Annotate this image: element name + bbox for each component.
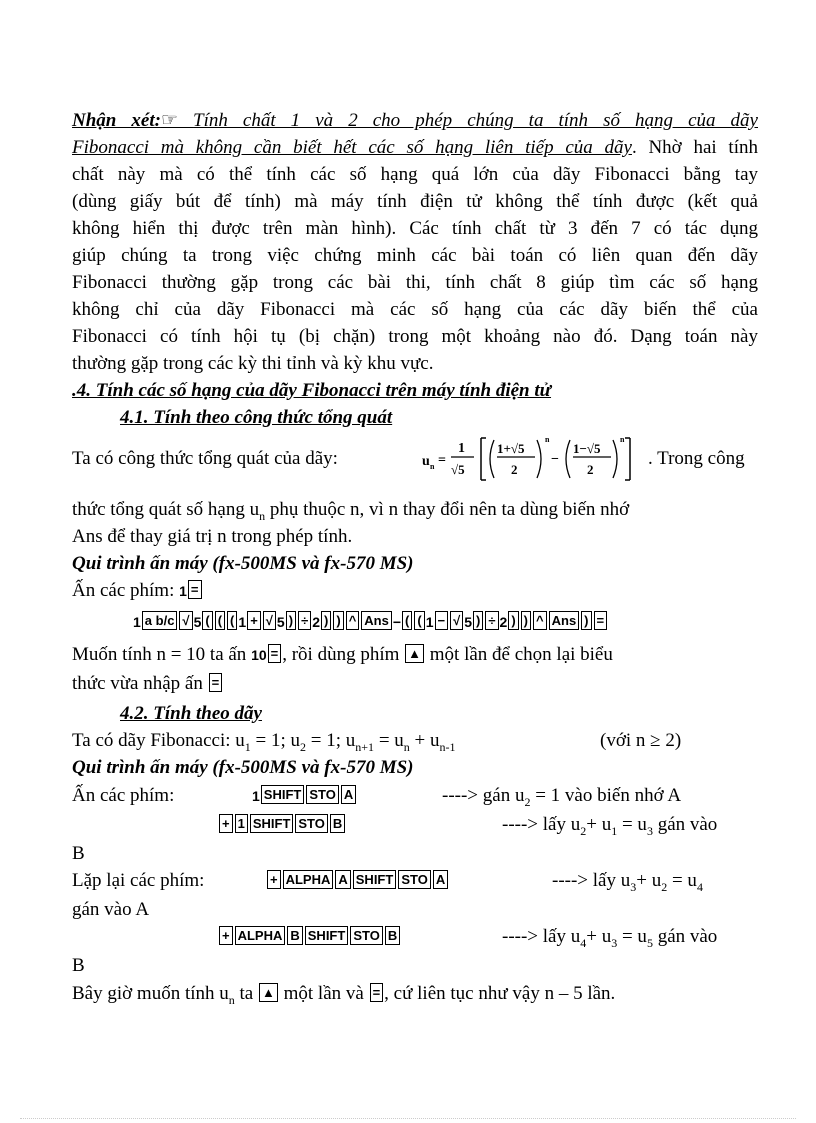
seq-sub-3: n+1 (355, 739, 375, 754)
step-2-sub-2: 1 (611, 823, 618, 838)
step-2-sub-3: 3 (646, 823, 653, 838)
step-1-note-b: = 1 vào biến nhớ A (530, 785, 682, 806)
step-3-note-a: ----> lấy u (552, 870, 631, 891)
final-text-d: , cứ liên tục như vậy n – 5 lần. (384, 983, 616, 1004)
key-divide[interactable]: ÷ (485, 611, 498, 630)
key-a[interactable]: A (335, 870, 350, 889)
remark-line-5: không hiển thị được trên màn hình). Các tính chất từ 3 đến 7 có tác dụng (72, 218, 758, 239)
seq-condition: (với n ≥ 2) (600, 730, 682, 751)
n10-line-2 (72, 670, 758, 697)
procedure-heading-2: Qui trình ấn máy (fx-500MS và fx-570 MS) (72, 757, 414, 778)
remark-line-4: (dùng giấy bút để tính) mà máy tính điện tử không thể tính được (kết quả (72, 191, 758, 212)
key-equals[interactable]: = (188, 580, 202, 599)
key-seq-2b: 2 (499, 614, 508, 630)
key-shift[interactable]: SHIFT (353, 870, 397, 889)
step-2-sub-1: 2 (580, 823, 587, 838)
remark-line-6: giúp chúng ta trong việc chứng minh các bài toán có liên quan đến dãy (72, 245, 758, 266)
key-seq-5c: 5 (464, 614, 473, 630)
key-close-paren[interactable]: ) (321, 611, 331, 630)
step-4-tail: B (72, 955, 85, 976)
key-alpha[interactable]: ALPHA (283, 870, 334, 889)
key-shift[interactable]: SHIFT (305, 926, 349, 945)
formula-one: 1 (458, 441, 465, 456)
n10-line-1 (72, 641, 758, 669)
remark-line-9: Fibonacci có tính hội tụ (bị chặn) trong một khoảng nào đó. Dạng toán này (72, 326, 758, 347)
step-row-3 (72, 867, 758, 894)
key-close-paren[interactable]: ) (508, 611, 518, 630)
key-up-arrow[interactable]: ▲ (405, 644, 424, 663)
key-a[interactable]: A (341, 785, 356, 804)
key-plus[interactable]: + (247, 611, 261, 630)
press-keys-label-2: Ấn các phím: (72, 785, 175, 806)
remark-line-2 (72, 134, 758, 161)
key-b[interactable]: B (287, 926, 302, 945)
step-2-text-2: = u (617, 814, 647, 835)
remark-line-8: không chỉ của dãy Fibonacci mà các số hạng của các dãy biến thể của (72, 299, 758, 320)
key-power[interactable]: ^ (346, 611, 360, 630)
step-2-text-3: gán vào (652, 814, 718, 835)
key-seq-1c: 1 (425, 614, 434, 630)
final-text-b: ta (234, 983, 254, 1004)
key-power[interactable]: ^ (533, 611, 547, 630)
key-one[interactable]: 1 (235, 814, 248, 833)
section-heading: .4. Tính các số hạng của dãy Fibonacci trên máy tính điện tử (72, 380, 552, 401)
key-open-paren[interactable]: ( (215, 611, 225, 630)
remark-italic-2: Fibonacci mà không cần biết hết các số hạng liên tiếp của dãy (72, 137, 632, 158)
hand-pointer-icon: ☞ (160, 110, 194, 131)
step-3-sub-2: 2 (661, 879, 668, 894)
key-sequence (133, 610, 608, 634)
key-seq-2: 2 (312, 614, 320, 630)
key-shift[interactable]: SHIFT (261, 785, 305, 804)
step-3-keys (266, 867, 449, 894)
step-4-text-2: = u (617, 926, 647, 947)
seq-sub-4: n (403, 739, 410, 754)
formula-num1: 1+√5 (497, 441, 525, 456)
remark-line-3: chất này mà có thể tính các số hạng quá lớn của dãy Fibonacci bằng tay (72, 164, 758, 185)
key-plus[interactable]: + (219, 814, 233, 833)
remark-line-10: thường gặp trong các kỳ thi tỉnh và kỳ khu vực. (72, 353, 434, 374)
formula-lhs: u (422, 454, 430, 469)
step-1-note-sub: 2 (524, 794, 531, 809)
n10-text-a: Muốn tính n = 10 ta ấn (72, 644, 247, 665)
seq-sub-1: 1 (244, 739, 251, 754)
procedure-heading-1: Qui trình ấn máy (fx-500MS và fx-570 MS) (72, 553, 414, 574)
key-close-paren[interactable]: ) (286, 611, 296, 630)
step-4-sub-3: 5 (646, 935, 653, 950)
formula-exp1: n (545, 435, 550, 444)
general-formula (418, 432, 648, 486)
step-2-keys (218, 811, 346, 838)
seq-sub-2: 2 (300, 739, 307, 754)
seq-intro: Ta có dãy Fibonacci: u (72, 730, 245, 751)
key-shift[interactable]: SHIFT (250, 814, 294, 833)
subsection-heading-4-2: 4.2. Tính theo dãy (120, 703, 262, 724)
seq-text-3: = u (374, 730, 404, 751)
n10-text-d: thức vừa nhập ấn (72, 673, 203, 694)
key-seq-1b: 1 (238, 614, 247, 630)
key-sqrt[interactable]: √ (179, 611, 192, 630)
formula-sqrt5: √5 (451, 462, 465, 477)
step-3-sub-3: 4 (696, 879, 703, 894)
key-ten-text: 10 (251, 647, 267, 663)
step-4-text-1: + u (586, 926, 612, 947)
step-3-text-1: + u (636, 870, 662, 891)
step-row-1 (72, 782, 758, 809)
formula-desc-a: thức tổng quát số hạng u (72, 499, 260, 520)
step-4-sub-2: 3 (611, 935, 618, 950)
formula-lhs-sub: n (430, 462, 435, 471)
formula-desc-sub: n (259, 508, 266, 523)
key-b[interactable]: B (330, 814, 345, 833)
step-4-text-3: gán vào (652, 926, 718, 947)
key-ans[interactable]: Ans (549, 611, 580, 630)
key-open-paren[interactable]: ( (402, 611, 412, 630)
step-4-keys (218, 923, 401, 950)
key-alpha[interactable]: ALPHA (235, 926, 286, 945)
final-sub: n (228, 992, 235, 1007)
key-open-paren[interactable]: ( (202, 611, 212, 630)
remark-rest-2: . Nhờ hai tính (631, 137, 758, 158)
key-plus[interactable]: + (219, 926, 233, 945)
key-seq-5: 5 (193, 614, 202, 630)
key-close-paren[interactable]: ) (333, 611, 343, 630)
press-keys-line (72, 577, 758, 605)
final-text-c: một lần và (283, 983, 364, 1004)
key-up-arrow[interactable]: ▲ (259, 983, 278, 1002)
key-seq-1: 1 (133, 614, 141, 630)
final-line (72, 980, 758, 1014)
remark-label: Nhận xét: (72, 110, 161, 131)
key-abc[interactable]: a b/c (142, 611, 178, 630)
n10-text-b: , rồi dùng phím (282, 644, 400, 665)
key-one-text: 1 (179, 583, 187, 599)
formula-intro: Ta có công thức tổng quát của dãy: (72, 448, 338, 469)
step-3-sub-1: 3 (630, 879, 637, 894)
key-equals[interactable]: = (370, 983, 384, 1002)
key-b[interactable]: B (385, 926, 400, 945)
key-close-paren[interactable]: ) (473, 611, 483, 630)
step-2-tail: B (72, 843, 85, 864)
page-bottom-divider (20, 1118, 796, 1119)
seq-text-1: = 1; u (250, 730, 301, 751)
formula-line (72, 432, 758, 486)
key-sto[interactable]: STO (295, 814, 328, 833)
formula-den1: 2 (511, 462, 518, 477)
step-4-note-a: ----> lấy u (502, 926, 581, 947)
remark-line-7: Fibonacci thường gặp trong các bài thi, tính chất 8 giúp tìm các số hạng (72, 272, 758, 293)
step-1-note-a: ----> gán u (442, 785, 525, 806)
step-4-sub-1: 4 (580, 935, 587, 950)
n10-text-c: một lần để chọn lại biểu (429, 644, 613, 665)
seq-sub-5: n-1 (439, 739, 456, 754)
remark-line-1 (72, 107, 758, 134)
key-ans[interactable]: Ans (361, 611, 392, 630)
key-open-paren[interactable]: ( (414, 611, 424, 630)
formula-minus: − (551, 452, 559, 467)
remark-italic-1: Tính chất 1 và 2 cho phép chúng ta tính số hạng của dãy (193, 110, 758, 131)
key-close-paren[interactable]: ) (581, 611, 591, 630)
step-3-text-2: = u (667, 870, 697, 891)
subsection-heading-4-1: 4.1. Tính theo công thức tổng quát (120, 407, 393, 428)
key-divide[interactable]: ÷ (298, 611, 311, 630)
step-3-tail: gán vào A (72, 899, 150, 920)
step-2-text-1: + u (586, 814, 612, 835)
step-2-note-a: ----> lấy u (502, 814, 581, 835)
formula-exp2: n (620, 435, 625, 444)
key-sqrt[interactable]: √ (263, 611, 276, 630)
formula-num2: 1−√5 (573, 441, 601, 456)
formula-den2: 2 (587, 462, 594, 477)
press-keys-label: Ấn các phím: (72, 580, 175, 601)
formula-after: . Trong công (648, 448, 745, 469)
key-sqrt[interactable]: √ (450, 611, 463, 630)
key-equals[interactable]: = (209, 673, 223, 692)
formula-desc-line-2: Ans để thay giá trị n trong phép tính. (72, 526, 353, 547)
key-seq-5b: 5 (276, 614, 285, 630)
key-equals[interactable]: = (594, 611, 608, 630)
seq-text-4: + u (409, 730, 440, 751)
formula-desc-b: phụ thuộc n, vì n thay đổi nên ta dùng biến nhớ (265, 499, 630, 520)
key-one-text: 1 (252, 788, 260, 804)
key-seq-minus: − (392, 614, 402, 630)
key-a[interactable]: A (433, 870, 448, 889)
key-plus[interactable]: + (267, 870, 281, 889)
key-close-paren[interactable]: ) (521, 611, 531, 630)
formula-eq: = (438, 453, 446, 468)
final-text-a: Bây giờ muốn tính u (72, 983, 229, 1004)
repeat-label: Lặp lại các phím: (72, 870, 205, 891)
step-1-keys (252, 782, 357, 810)
key-equals[interactable]: = (268, 644, 282, 663)
key-sto[interactable]: STO (306, 785, 339, 804)
key-sto[interactable]: STO (350, 926, 383, 945)
seq-text-2: = 1; u (306, 730, 356, 751)
key-minus[interactable]: − (435, 611, 449, 630)
key-sto[interactable]: STO (398, 870, 431, 889)
key-open-paren[interactable]: ( (227, 611, 237, 630)
